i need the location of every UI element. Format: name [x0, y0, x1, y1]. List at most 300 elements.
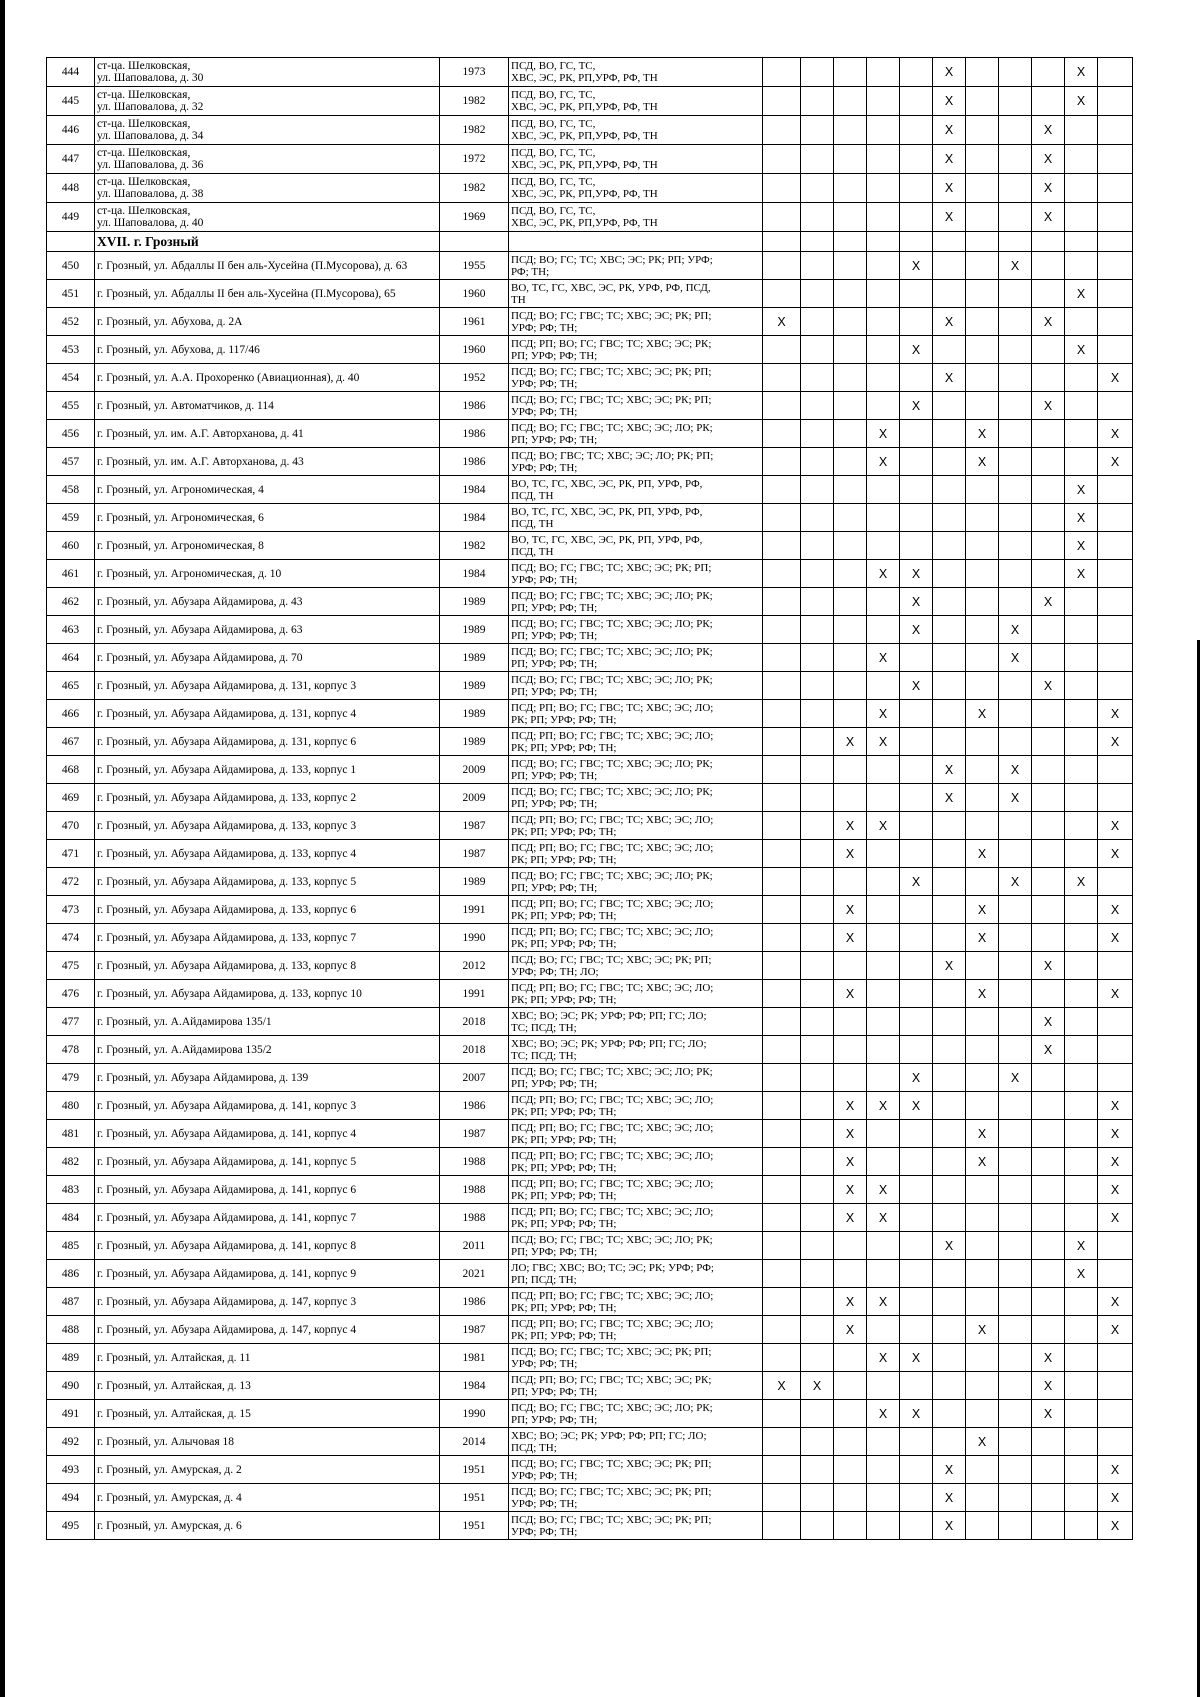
- empty-cell: [801, 1036, 834, 1064]
- empty-cell: [999, 896, 1032, 924]
- empty-cell: [801, 392, 834, 420]
- empty-cell: [933, 280, 966, 308]
- empty-cell: [867, 952, 900, 980]
- table-row: [47, 728, 1133, 756]
- empty-cell: [834, 1344, 867, 1372]
- empty-cell: [933, 700, 966, 728]
- check-mark: X: [834, 812, 867, 840]
- empty-cell: [999, 1484, 1032, 1512]
- empty-cell: [763, 1036, 801, 1064]
- address-cell: г. Грозный, ул. Амурская, д. 2: [95, 1456, 440, 1484]
- empty-cell: [999, 448, 1032, 476]
- check-mark: X: [1098, 924, 1133, 952]
- empty-cell: [801, 145, 834, 174]
- empty-cell: [966, 616, 999, 644]
- empty-cell: [900, 840, 933, 868]
- empty-cell: [1032, 448, 1065, 476]
- year-cell: 1972: [440, 145, 509, 174]
- empty-cell: [867, 174, 900, 203]
- empty-cell: [1065, 392, 1098, 420]
- empty-cell: [1098, 1428, 1133, 1456]
- address-cell: г. Грозный, ул. Абухова, д. 117/46: [95, 336, 440, 364]
- empty-cell: [763, 532, 801, 560]
- check-mark: X: [1065, 868, 1098, 896]
- row-number: 490: [47, 1372, 95, 1400]
- table-row: [47, 1064, 1133, 1092]
- row-number: 450: [47, 252, 95, 280]
- address-cell: г. Грозный, ул. А.А. Прохоренко (Авиационная), д. 40: [95, 364, 440, 392]
- empty-cell: [999, 1260, 1032, 1288]
- empty-cell: [763, 1484, 801, 1512]
- check-mark: X: [1032, 1344, 1065, 1372]
- empty-cell: [834, 58, 867, 87]
- systems-cell: ПСД; ВО; ГС; ГВС; ТС; ХВС; ЭС; РК; РП; УРФ; РФ; ТН;: [509, 364, 763, 392]
- empty-cell: [1032, 1232, 1065, 1260]
- empty-cell: [867, 1456, 900, 1484]
- empty-cell: [801, 58, 834, 87]
- empty-cell: [1098, 868, 1133, 896]
- empty-cell: [900, 728, 933, 756]
- row-number: 483: [47, 1176, 95, 1204]
- empty-cell: [801, 1120, 834, 1148]
- table-row: [47, 1148, 1133, 1176]
- row-number: 456: [47, 420, 95, 448]
- year-cell: 1987: [440, 1120, 509, 1148]
- empty-cell: [1098, 87, 1133, 116]
- row-number: 449: [47, 203, 95, 232]
- empty-cell: [966, 504, 999, 532]
- empty-cell: [900, 1176, 933, 1204]
- empty-cell: [763, 1428, 801, 1456]
- empty-cell: [1065, 840, 1098, 868]
- year-cell: 1989: [440, 728, 509, 756]
- empty-cell: [900, 1372, 933, 1400]
- systems-cell: ПСД; РП; ВО; ГС; ГВС; ТС; ХВС; ЭС; ЛО; РК; РП; УРФ; РФ; ТН;: [509, 924, 763, 952]
- empty-cell: [834, 1484, 867, 1512]
- empty-cell: [834, 560, 867, 588]
- empty-cell: [834, 588, 867, 616]
- empty-cell: [999, 840, 1032, 868]
- empty-cell: [1032, 1092, 1065, 1120]
- empty-cell: [1065, 116, 1098, 145]
- systems-cell: ПСД; ВО; ГС; ГВС; ТС; ХВС; ЭС; РК; РП; УРФ; РФ; ТН;: [509, 1484, 763, 1512]
- empty-cell: [1032, 1288, 1065, 1316]
- empty-cell: [900, 364, 933, 392]
- row-number: 479: [47, 1064, 95, 1092]
- empty-cell: [1098, 145, 1133, 174]
- check-mark: X: [900, 392, 933, 420]
- empty-cell: [933, 1204, 966, 1232]
- systems-cell: ХВС; ВО; ЭС; РК; УРФ; РФ; РП; ГС; ЛО; ТС; ПСД; ТН;: [509, 1008, 763, 1036]
- check-mark: X: [1032, 1400, 1065, 1428]
- table-row: [47, 1120, 1133, 1148]
- empty-cell: [900, 532, 933, 560]
- empty-cell: [1098, 784, 1133, 812]
- empty-cell: [1098, 588, 1133, 616]
- address-cell: г. Грозный, ул. Абузара Айдамирова, д. 133, корпус 2: [95, 784, 440, 812]
- empty-cell: [763, 1400, 801, 1428]
- year-cell: 2007: [440, 1064, 509, 1092]
- empty-cell: [867, 1232, 900, 1260]
- check-mark: X: [1065, 336, 1098, 364]
- address-cell: г. Грозный, ул. Абузара Айдамирова, д. 133, корпус 8: [95, 952, 440, 980]
- empty-cell: [801, 980, 834, 1008]
- empty-cell: [933, 840, 966, 868]
- empty-cell: [1065, 1176, 1098, 1204]
- empty-cell: [1032, 560, 1065, 588]
- row-number: 467: [47, 728, 95, 756]
- empty-cell: [1065, 1288, 1098, 1316]
- empty-cell: [1032, 1260, 1065, 1288]
- empty-cell: [801, 364, 834, 392]
- empty-cell: [1032, 58, 1065, 87]
- systems-cell: ПСД; ВО; ГС; ГВС; ТС; ХВС; ЭС; ЛО; РК; РП; УРФ; РФ; ТН;: [509, 644, 763, 672]
- empty-cell: [1032, 1316, 1065, 1344]
- check-mark: X: [900, 1400, 933, 1428]
- table-row: [47, 896, 1133, 924]
- systems-cell: ПСД; ВО; ГС; ГВС; ТС; ХВС; ЭС; ЛО; РК; РП; УРФ; РФ; ТН;: [509, 784, 763, 812]
- check-mark: X: [933, 1484, 966, 1512]
- row-number: 486: [47, 1260, 95, 1288]
- empty-cell: [966, 1176, 999, 1204]
- empty-cell: [763, 1232, 801, 1260]
- empty-cell: [801, 1092, 834, 1120]
- systems-cell: ПСД; РП; ВО; ГС; ГВС; ТС; ХВС; ЭС; ЛО; РК; РП; УРФ; РФ; ТН;: [509, 1148, 763, 1176]
- check-mark: X: [999, 616, 1032, 644]
- empty-cell: [999, 1036, 1032, 1064]
- check-mark: X: [966, 420, 999, 448]
- empty-cell: [1032, 1456, 1065, 1484]
- empty-cell: [763, 448, 801, 476]
- table-row: [47, 1288, 1133, 1316]
- empty-cell: [999, 1148, 1032, 1176]
- empty-cell: [867, 616, 900, 644]
- table-row: [47, 504, 1133, 532]
- empty-cell: [966, 1512, 999, 1540]
- empty-cell: [1098, 116, 1133, 145]
- year-cell: 1982: [440, 174, 509, 203]
- empty-cell: [801, 504, 834, 532]
- empty-cell: [999, 1344, 1032, 1372]
- empty-cell: [801, 756, 834, 784]
- empty-cell: [834, 504, 867, 532]
- empty-cell: [999, 308, 1032, 336]
- empty-cell: [763, 280, 801, 308]
- check-mark: X: [1098, 420, 1133, 448]
- empty-cell: [834, 952, 867, 980]
- empty-cell: [834, 87, 867, 116]
- empty-cell: [1032, 1428, 1065, 1456]
- empty-cell: [834, 1260, 867, 1288]
- check-mark: X: [1098, 1204, 1133, 1232]
- year-cell: 2009: [440, 756, 509, 784]
- empty-cell: [834, 116, 867, 145]
- empty-cell: [763, 476, 801, 504]
- table-row: [47, 392, 1133, 420]
- empty-cell: [900, 448, 933, 476]
- address-cell: г. Грозный, ул. Абухова, д. 2А: [95, 308, 440, 336]
- check-mark: X: [1098, 1484, 1133, 1512]
- empty-cell: [867, 280, 900, 308]
- empty-cell: [966, 1064, 999, 1092]
- empty-cell: [1098, 336, 1133, 364]
- empty-cell: [933, 448, 966, 476]
- address-cell: г. Грозный, ул. им. А.Г. Авторханова, д. 43: [95, 448, 440, 476]
- empty-cell: [933, 1372, 966, 1400]
- empty-cell: [933, 1120, 966, 1148]
- table-row: [47, 1232, 1133, 1260]
- empty-cell: [966, 672, 999, 700]
- empty-cell: [1065, 420, 1098, 448]
- empty-cell: [834, 1456, 867, 1484]
- year-cell: 2014: [440, 1428, 509, 1456]
- empty-cell: [1032, 504, 1065, 532]
- empty-cell: [1032, 756, 1065, 784]
- check-mark: X: [1098, 1288, 1133, 1316]
- empty-cell: [834, 174, 867, 203]
- year-cell: 1969: [440, 203, 509, 232]
- empty-cell: [801, 924, 834, 952]
- check-mark: X: [867, 1344, 900, 1372]
- empty-cell: [900, 1484, 933, 1512]
- empty-cell: [999, 174, 1032, 203]
- empty-cell: [1098, 1036, 1133, 1064]
- empty-cell: [834, 1512, 867, 1540]
- section-num-cell: [47, 232, 95, 252]
- check-mark: X: [900, 252, 933, 280]
- empty-cell: [999, 203, 1032, 232]
- address-cell: г. Грозный, ул. Алычовая 18: [95, 1428, 440, 1456]
- empty-cell: [999, 58, 1032, 87]
- empty-cell: [801, 420, 834, 448]
- check-mark: X: [867, 812, 900, 840]
- empty-cell: [999, 1176, 1032, 1204]
- empty-cell: [1065, 252, 1098, 280]
- section-block: [47, 232, 1133, 252]
- empty-cell: [763, 1512, 801, 1540]
- systems-cell: ВО, ТС, ГС, ХВС, ЭС, РК, РП, УРФ, РФ, ПСД, ТН: [509, 504, 763, 532]
- empty-cell: [900, 280, 933, 308]
- empty-cell: [999, 1456, 1032, 1484]
- address-cell: ст-ца. Шелковская, ул. Шаповалова, д. 30: [95, 58, 440, 87]
- empty-cell: [933, 812, 966, 840]
- empty-cell: [801, 1288, 834, 1316]
- systems-cell: ПСД; РП; ВО; ГС; ГВС; ТС; ХВС; ЭС; ЛО; РК; РП; УРФ; РФ; ТН;: [509, 1092, 763, 1120]
- row-number: 462: [47, 588, 95, 616]
- systems-cell: ПСД; ВО; ГС; ГВС; ТС; ХВС; ЭС; РК; РП; УРФ; РФ; ТН; ЛО;: [509, 952, 763, 980]
- row-number: 474: [47, 924, 95, 952]
- systems-cell: ПСД; РП; ВО; ГС; ГВС; ТС; ХВС; ЭС; ЛО; РК; РП; УРФ; РФ; ТН;: [509, 728, 763, 756]
- empty-cell: [900, 980, 933, 1008]
- check-mark: X: [900, 588, 933, 616]
- address-cell: г. Грозный, ул. Абузара Айдамирова, д. 141, корпус 8: [95, 1232, 440, 1260]
- empty-cell: [867, 896, 900, 924]
- table-row: [47, 1036, 1133, 1064]
- check-mark: X: [1098, 1148, 1133, 1176]
- row-number: 463: [47, 616, 95, 644]
- check-mark: X: [966, 840, 999, 868]
- empty-cell: [801, 840, 834, 868]
- check-mark: X: [966, 700, 999, 728]
- empty-cell: [1032, 1120, 1065, 1148]
- empty-cell: [801, 952, 834, 980]
- empty-cell: [933, 1148, 966, 1176]
- check-mark: X: [1098, 840, 1133, 868]
- empty-cell: [1065, 700, 1098, 728]
- empty-cell: [999, 364, 1032, 392]
- empty-cell: [801, 588, 834, 616]
- empty-cell: [900, 308, 933, 336]
- empty-cell: [933, 1344, 966, 1372]
- empty-cell: [1098, 560, 1133, 588]
- check-mark: X: [1032, 116, 1065, 145]
- empty-cell: [966, 392, 999, 420]
- empty-cell: [999, 504, 1032, 532]
- check-mark: X: [933, 203, 966, 232]
- empty-cell: [1032, 364, 1065, 392]
- empty-cell: [801, 560, 834, 588]
- empty-cell: [1065, 145, 1098, 174]
- empty-cell: [999, 1288, 1032, 1316]
- empty-cell: [801, 336, 834, 364]
- empty-cell: [763, 784, 801, 812]
- empty-cell: [763, 1064, 801, 1092]
- empty-cell: [801, 1428, 834, 1456]
- address-cell: ст-ца. Шелковская, ул. Шаповалова, д. 40: [95, 203, 440, 232]
- check-mark: X: [1032, 308, 1065, 336]
- check-mark: X: [1032, 1372, 1065, 1400]
- check-mark: X: [834, 1148, 867, 1176]
- check-mark: X: [1098, 448, 1133, 476]
- empty-cell: [1032, 420, 1065, 448]
- row-number: 477: [47, 1008, 95, 1036]
- empty-cell: [900, 1008, 933, 1036]
- year-cell: 1984: [440, 560, 509, 588]
- table-row: [47, 588, 1133, 616]
- empty-cell: [763, 174, 801, 203]
- empty-cell: [999, 812, 1032, 840]
- empty-cell: [1065, 924, 1098, 952]
- empty-cell: [1032, 1176, 1065, 1204]
- empty-cell: [801, 1008, 834, 1036]
- systems-cell: ПСД; РП; ВО; ГС; ГВС; ТС; ХВС; ЭС; ЛО; РК; РП; УРФ; РФ; ТН;: [509, 812, 763, 840]
- empty-cell: [900, 58, 933, 87]
- address-cell: г. Грозный, ул. Абузара Айдамирова, д. 63: [95, 616, 440, 644]
- table-row: [47, 1176, 1133, 1204]
- empty-cell: [1032, 1484, 1065, 1512]
- empty-cell: [867, 145, 900, 174]
- empty-cell: [801, 1232, 834, 1260]
- empty-cell: [801, 1204, 834, 1232]
- empty-cell: [966, 1484, 999, 1512]
- year-cell: 2009: [440, 784, 509, 812]
- empty-cell: [763, 252, 801, 280]
- empty-cell: [900, 87, 933, 116]
- table-row: [47, 145, 1133, 174]
- empty-cell: [763, 203, 801, 232]
- empty-cell: [999, 1400, 1032, 1428]
- empty-cell: [801, 1176, 834, 1204]
- empty-cell: [763, 392, 801, 420]
- address-cell: ст-ца. Шелковская, ул. Шаповалова, д. 32: [95, 87, 440, 116]
- year-cell: 1952: [440, 364, 509, 392]
- empty-cell: [1065, 588, 1098, 616]
- empty-cell: [763, 588, 801, 616]
- address-cell: г. Грозный, ул. Абузара Айдамирова, д. 131, корпус 3: [95, 672, 440, 700]
- empty-cell: [1032, 728, 1065, 756]
- empty-cell: [1032, 280, 1065, 308]
- check-mark: X: [933, 145, 966, 174]
- row-number: 452: [47, 308, 95, 336]
- empty-cell: [763, 58, 801, 87]
- row-number: 495: [47, 1512, 95, 1540]
- empty-cell: [763, 672, 801, 700]
- empty-cell: [966, 868, 999, 896]
- empty-cell: [1032, 812, 1065, 840]
- empty-cell: [763, 868, 801, 896]
- year-cell: 1984: [440, 476, 509, 504]
- row-number: 469: [47, 784, 95, 812]
- table-row: [47, 364, 1133, 392]
- row-number: 460: [47, 532, 95, 560]
- empty-cell: [867, 364, 900, 392]
- empty-cell: [1065, 1344, 1098, 1372]
- empty-cell: [834, 644, 867, 672]
- empty-cell: [966, 1008, 999, 1036]
- empty-cell: [1098, 308, 1133, 336]
- empty-cell: [834, 1372, 867, 1400]
- systems-cell: ВО, ТС, ГС, ХВС, ЭС, РК, РП, УРФ, РФ, ПСД, ТН: [509, 532, 763, 560]
- empty-cell: [933, 532, 966, 560]
- empty-cell: [999, 1316, 1032, 1344]
- empty-cell: [867, 532, 900, 560]
- empty-cell: [867, 116, 900, 145]
- empty-cell: [1032, 644, 1065, 672]
- empty-cell: [867, 1512, 900, 1540]
- row-number: 454: [47, 364, 95, 392]
- empty-cell: [900, 1204, 933, 1232]
- address-cell: г. Грозный, ул. им. А.Г. Авторханова, д. 41: [95, 420, 440, 448]
- address-cell: г. Грозный, ул. Абузара Айдамирова, д. 141, корпус 7: [95, 1204, 440, 1232]
- check-mark: X: [867, 1092, 900, 1120]
- address-cell: г. Грозный, ул. Абузара Айдамирова, д. 133, корпус 5: [95, 868, 440, 896]
- year-cell: 1986: [440, 1092, 509, 1120]
- table-row: [47, 1204, 1133, 1232]
- row-number: 468: [47, 756, 95, 784]
- row-number: 487: [47, 1288, 95, 1316]
- empty-cell: [763, 812, 801, 840]
- empty-cell: [801, 532, 834, 560]
- empty-cell: [867, 840, 900, 868]
- empty-cell: [834, 364, 867, 392]
- empty-cell: [763, 1176, 801, 1204]
- empty-cell: [1098, 532, 1133, 560]
- address-cell: г. Грозный, ул. Абузара Айдамирова, д. 131, корпус 4: [95, 700, 440, 728]
- empty-cell: [867, 1008, 900, 1036]
- check-mark: X: [933, 1232, 966, 1260]
- systems-cell: ХВС; ВО; ЭС; РК; УРФ; РФ; РП; ГС; ЛО; ТС; ПСД; ТН;: [509, 1036, 763, 1064]
- address-cell: г. Грозный, ул. Алтайская, д. 15: [95, 1400, 440, 1428]
- row-number: 455: [47, 392, 95, 420]
- empty-cell: [900, 784, 933, 812]
- systems-cell: ПСД; РП; ВО; ГС; ГВС; ТС; ХВС; ЭС; ЛО; РК; РП; УРФ; РФ; ТН;: [509, 896, 763, 924]
- empty-cell: [966, 87, 999, 116]
- empty-cell: [763, 87, 801, 116]
- row-number: 465: [47, 672, 95, 700]
- check-mark: X: [834, 840, 867, 868]
- check-mark: X: [1032, 145, 1065, 174]
- empty-cell: [834, 280, 867, 308]
